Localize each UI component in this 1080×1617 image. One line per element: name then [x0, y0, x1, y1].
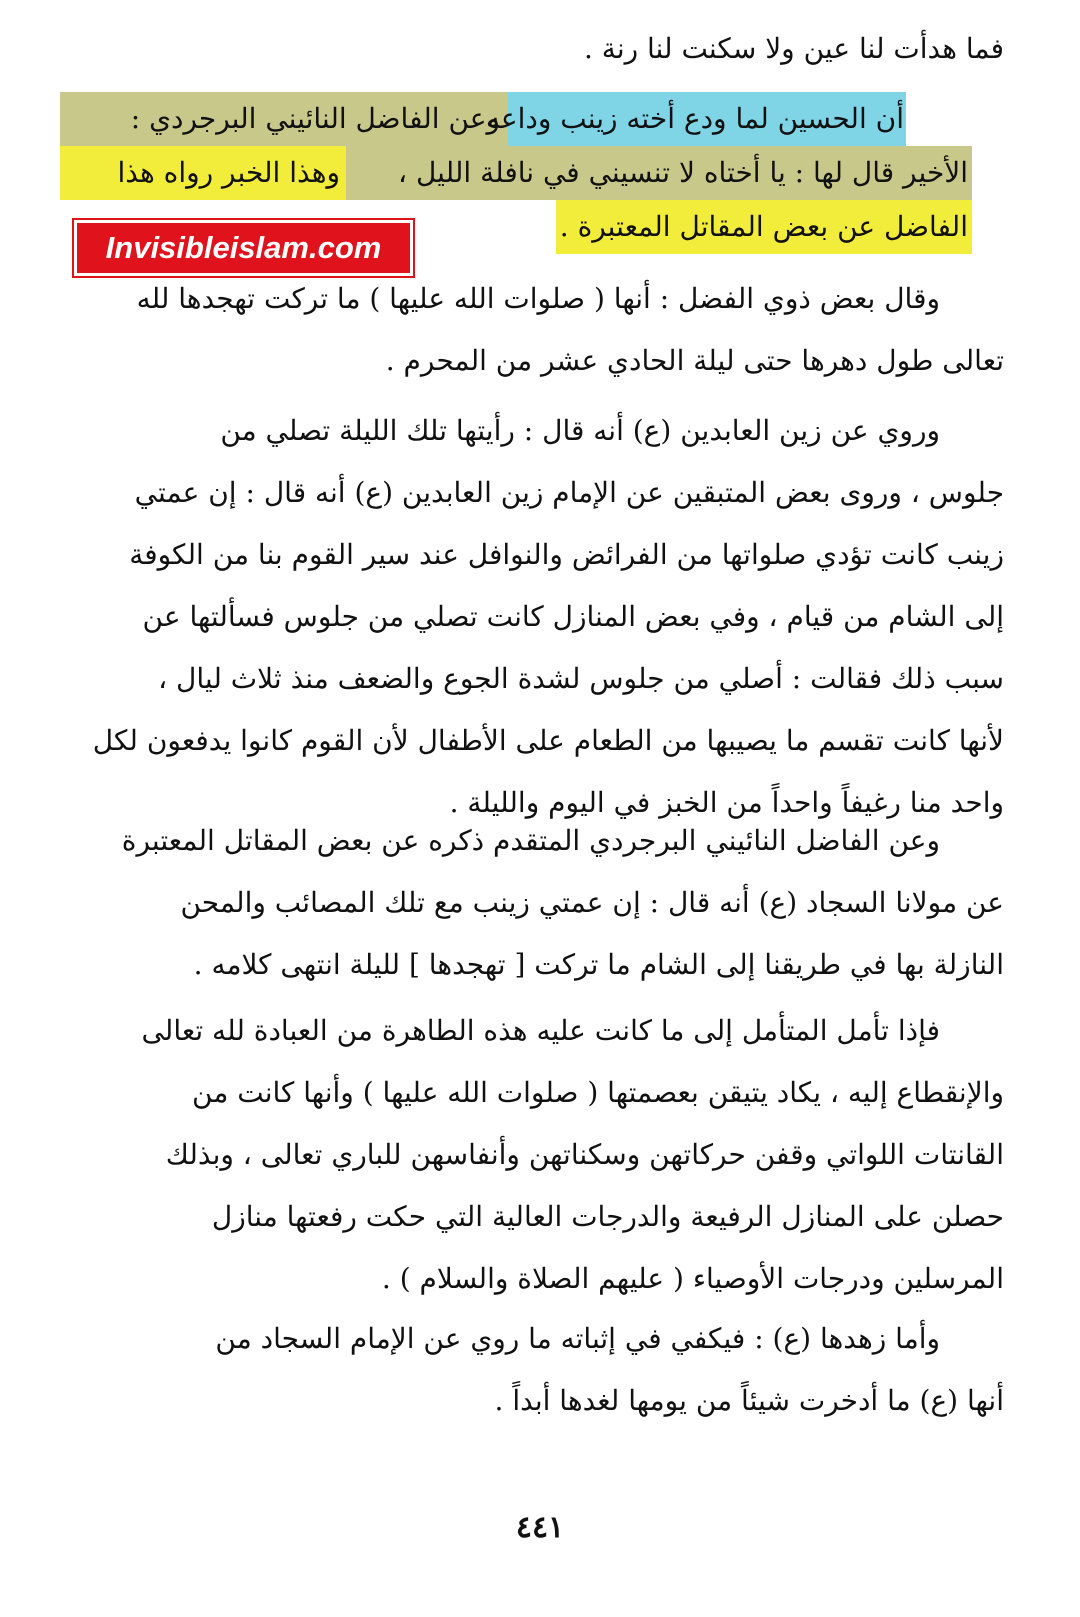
- text-line: وأما زهدها (ع) : فيكفي في إثباته ما روي عن الإمام السجاد من: [215, 1322, 940, 1355]
- paragraph-1: [70, 268, 1004, 392]
- text-line: القانتات اللواتي وقفن حركاتهن وسكناتهن وأنفاسهن للباري تعالى ، وبذلك: [165, 1138, 1004, 1171]
- paragraph-2: [70, 400, 1004, 834]
- text-line: النازلة بها في طريقنا إلى الشام ما تركت [ تهجدها ] لليلة انتهى كلامه .: [193, 948, 1004, 981]
- paragraph-5: [70, 1308, 1004, 1432]
- highlight-line3-yellow-text: الفاضل عن بعض المقاتل المعتبرة .: [559, 210, 968, 243]
- highlight-line2-olive-text: الأخير قال لها : يا أختاه لا تنسيني في نافلة الليل ،: [398, 156, 968, 189]
- highlight-line2-yellow-text: وهذا الخبر رواه هذا: [117, 156, 340, 189]
- paragraph-3: [70, 810, 1004, 996]
- text-line: جلوس ، وروى بعض المتبقين عن الإمام زين العابدين (ع) أنه قال : إن عمتي: [134, 476, 1004, 509]
- text-line: حصلن على المنازل الرفيعة والدرجات العالية التي حكت رفعتها منازل: [211, 1200, 1004, 1233]
- text-line: والإنقطاع إليه ، يكاد يتيقن بعصمتها ( صلوات الله عليها ) وأنها كانت من: [192, 1076, 1004, 1109]
- watermark-logo[interactable]: Invisibleislam.com: [74, 220, 413, 276]
- text-line: تعالى طول دهرها حتى ليلة الحادي عشر من المحرم .: [385, 344, 1004, 377]
- highlight-line1-cyan-text: أن الحسين لما ودع أخته زينب وداعه: [485, 102, 904, 135]
- text-line: وقال بعض ذوي الفضل : أنها ( صلوات الله عليها ) ما تركت تهجدها لله: [136, 282, 940, 315]
- top-line: فما هدأت لنا عين ولا سكنت لنا رنة .: [584, 32, 1004, 65]
- text-line: المرسلين ودرجات الأوصياء ( عليهم الصلاة والسلام ) .: [381, 1262, 1004, 1295]
- text-line: وعن الفاضل النائيني البرجردي المتقدم ذكره عن بعض المقاتل المعتبرة: [121, 824, 940, 857]
- highlight-line1-olive-text: وعن الفاضل النائيني البرجردي :: [130, 102, 500, 135]
- page-number: ٤٤١: [515, 1510, 565, 1545]
- text-line: فإذا تأمل المتأمل إلى ما كانت عليه هذه الطاهرة من العبادة لله تعالى: [141, 1014, 940, 1047]
- text-line: إلى الشام من قيام ، وفي بعض المنازل كانت تصلي من جلوس فسألتها عن: [142, 600, 1004, 633]
- text-line: عن مولانا السجاد (ع) أنه قال : إن عمتي زينب مع تلك المصائب والمحن: [180, 886, 1004, 919]
- text-line: سبب ذلك فقالت : أصلي من جلوس لشدة الجوع والضعف منذ ثلاث ليال ،: [158, 662, 1004, 695]
- text-line: واحد منا رغيفاً واحداً من الخبز في اليوم والليلة .: [449, 786, 1004, 819]
- text-line: وروي عن زين العابدين (ع) أنه قال : رأيتها تلك الليلة تصلي من: [220, 414, 940, 447]
- text-line: زينب كانت تؤدي صلواتها من الفرائض والنوافل عند سير القوم بنا من الكوفة: [129, 538, 1004, 571]
- paragraph-4: [70, 1000, 1004, 1310]
- text-line: لأنها كانت تقسم ما يصيبها من الطعام على الأطفال لأن القوم كانوا يدفعون لكل: [92, 724, 1004, 757]
- text-line: أنها (ع) ما أدخرت شيئاً من يومها لغدها أبداً .: [494, 1384, 1004, 1417]
